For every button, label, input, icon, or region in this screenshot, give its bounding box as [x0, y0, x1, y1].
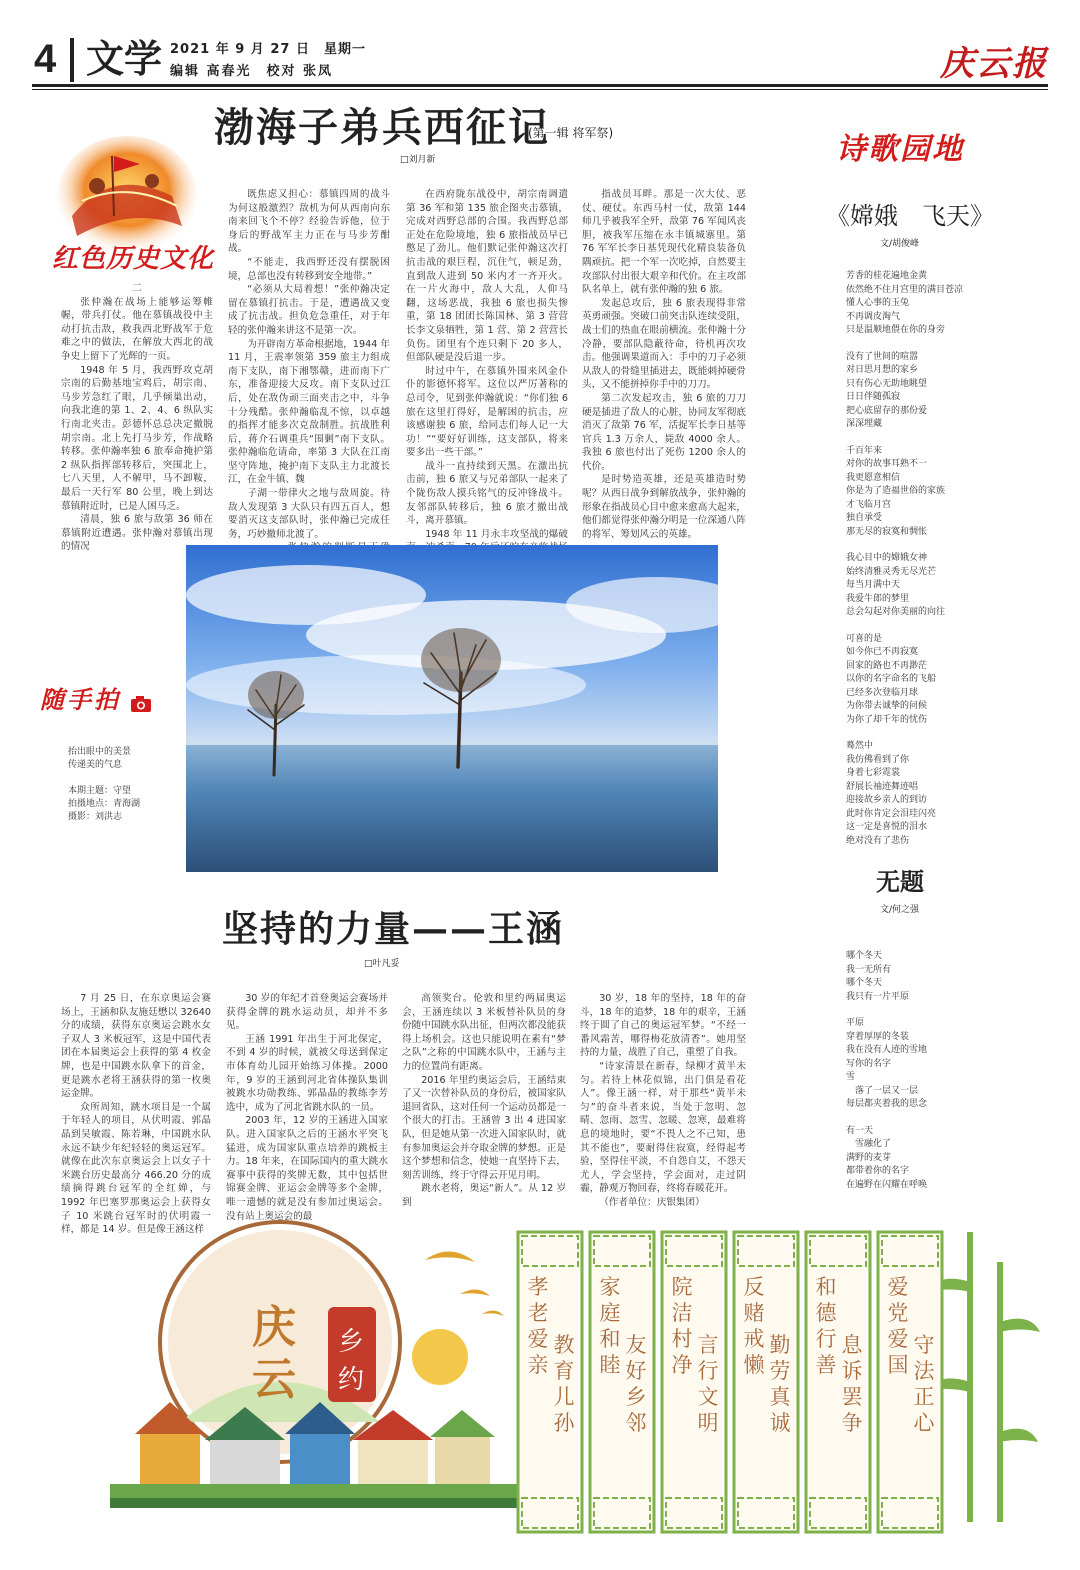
- poem-stanza: [846, 1125, 1026, 1193]
- paragraph: 既焦虑又担心：慕镇四周的战斗为何这般激烈？敌机为何从西南向东南来回飞个不停？经验告诉他，位于身后的野战军主力正在与马步芳酣战。: [228, 189, 390, 255]
- poem-line: 迎接故乡亲人的到访: [846, 795, 928, 805]
- poem-2-author: 文/何之强: [880, 905, 920, 915]
- banner-panel-char: 善: [815, 1353, 837, 1377]
- photo-caption: [68, 746, 140, 824]
- banner-seal-char-1: 乡: [338, 1327, 365, 1357]
- banner-panel-char: 老: [527, 1301, 549, 1325]
- banner-panel-char: 邻: [625, 1411, 647, 1435]
- banner-panel: [734, 1232, 798, 1532]
- poem-line: 为你带去诚挚的问候: [846, 701, 928, 711]
- poem-line: 身着七彩霓裳: [846, 768, 901, 778]
- article-1-column-2: [228, 188, 390, 540]
- poem-line: 对你的故事耳熟不一: [846, 459, 928, 469]
- banner-panel: [806, 1232, 870, 1532]
- newspaper-masthead: 庆云报: [940, 44, 1048, 84]
- article-1-column-4: [582, 188, 746, 540]
- banner-panel-char: 亲: [527, 1353, 549, 1377]
- paragraph: 发起总攻后，独 6 旅表现得非常英勇顽强。突破口前突击队连续受阻，战士们的热血在眼前横流。张仲瀚十分冷静，要部队隐蔽待命，待机再次攻击。他强调果道而入：手中的刀子必须从敌人的骨缝里插进去，既能刺掉硬骨头，又不能拼掉你手中的刀刀。: [582, 297, 746, 391]
- poem-line: 才飞临月宫: [846, 499, 892, 510]
- poem-line: 已经多次登临月球: [846, 687, 919, 698]
- paragraph: 时过中午，在慕镇外围来风金仆仆的影德怀将军。这位以严厉著称的总司令，见到张仲瀚就说：“你们独 6 旅在这里打得好，是解困的抗击，应该感谢独 6 旅，给同志们每人记一大功！”“要好好训练，这支部队，将来要多出一些干部。”: [406, 365, 568, 459]
- caption-line: 本期主题：守望: [68, 786, 132, 796]
- banner-panel-char: 孝: [527, 1275, 549, 1299]
- article-2-author: □叶凡妥: [364, 959, 400, 969]
- paragraph: 为开辟南方革命根据地，1944 年 11 月，王震率领第 359 旅主力组成南下支队，南下湘鄂赣，进而南下广东，准备迎接大反攻。南下支队过江后，处在敌伪顽三面夹击之中，斗争十分残酷。张仲瀚临乱不惊，以卓越的指挥才能多次克敌制胜。抗战胜利后，蒋介石调重兵“围剿”南下支队。张仲瀚临危请命，率第 3 大队在江南坚守阵地，掩护南下支队主力北渡长江，在金牛镇、魏: [228, 338, 390, 486]
- poem-line: 雪融化了: [846, 1139, 892, 1149]
- poem-stanza: [846, 950, 1026, 1004]
- poem-stanza: [846, 1017, 1026, 1112]
- banner-panel-char: 教: [553, 1333, 575, 1357]
- poem-line: 总会勾起对你美丽的向往: [846, 607, 946, 617]
- banner-panel-char: 真: [769, 1385, 791, 1409]
- caption-line: 摄影：刘洪志: [68, 812, 123, 822]
- article-2-column-4: [580, 992, 746, 1212]
- banner-seal-char-2: 约: [338, 1365, 365, 1395]
- banner-panel-char: 育: [553, 1359, 575, 1383]
- banner-panel-char: 诚: [769, 1411, 791, 1435]
- banner-panel-char: 明: [697, 1411, 719, 1435]
- poem-line: 这一定是喜悦的泪水: [846, 822, 928, 832]
- poem-line: 回家的路也不再渺茫: [846, 660, 928, 671]
- paragraph: 子湖一带律火之地与敌周旋。待敌人发现第 3 大队只有四五百人，想要消灭这支部队时，张仲瀚已完成任务，巧妙撤师北渡了。: [228, 488, 390, 540]
- paragraph: 第二次发起攻击，独 6 旅的刀刀硬是插进了敌人的心脏，协同友军彻底消灭了敌第 76 军，活捉军长李日基等官兵 1.3 万余人，毙敌 4000 余人。我独 6 旅也付出了死伤 1200 余人的代价。: [582, 392, 746, 472]
- banner-panel-char: 行: [815, 1327, 837, 1351]
- banner-panel-char: 睦: [599, 1353, 621, 1377]
- banner-panel-char: 村: [671, 1327, 693, 1351]
- editor-credits: 编辑 高春光 校对 张凤: [170, 64, 334, 79]
- poem-line: 那无尽的寂寞和惆怅: [846, 526, 928, 537]
- poem-line: 没有了世间的喧嚣: [846, 351, 919, 362]
- paragraph: 2003 年，12 岁的王涵进入国家队。进入国家队之后的王涵水平突飞猛进，成为国家队重点培养的跳板主力。18 年来，在国际国内的重大跳水赛事中获得的奖牌无数，其中包括世锦赛金牌、亚运会金牌等多个金牌，唯一遗憾的就是没有参加过奥运会。没有站上奥运会的最: [226, 1115, 388, 1222]
- banner-panel-char: 罢: [841, 1385, 863, 1409]
- poem-line: 我心目中的嫦娥女神: [846, 553, 928, 563]
- banner-panel-char: 德: [815, 1301, 837, 1325]
- banner-panel-char: 洁: [671, 1301, 693, 1325]
- poem-line: 把心底留存的那份爱: [846, 405, 928, 416]
- poem-1-author: 文/胡俊峰: [880, 239, 920, 249]
- article-1-title: 渤海子弟兵西征记: [214, 104, 550, 151]
- poem-line: 在遍野在闪耀在呼唤: [846, 1179, 928, 1190]
- banner-panel-char: 家: [599, 1275, 621, 1299]
- poem-2-title: 无题: [876, 867, 924, 896]
- poem-line: 落了一层又一层: [846, 1085, 919, 1096]
- poem-line: 对日思月想的家乡: [846, 365, 919, 375]
- banner-panel-char: 息: [841, 1333, 863, 1357]
- banner-panel-char: 孙: [553, 1411, 575, 1435]
- paragraph: 1948 年 5 月，我西野攻克胡宗南的后勤基地宝鸡后，胡宗南、马步芳急红了眼，几乎倾巢出动，向我北進的第 1、2、4、6 纵队实行南北夹击。彭德怀总总决定撤脱胡宗南。北上先打马步芳，作战略转移。张仲瀚率独 6 旅奉命掩护第 2 纵队指挥部转移后，突围北上，七八天里，人不解甲，马不卸鞍，最后一天行军 80 公里，晚上到达慕镇附近时，已是人困马乏。: [61, 364, 213, 512]
- paragraph: 在西府陇东战役中，胡宗南调遣第 36 军和第 135 旅企图夹击慕镇，完成对西野总部的合围。我西野总部正处在危险境地，独 6 旅指战员早已憋足了劲儿。他们默记张仲瀚这次打抗击战的艰巨程，沉住气，顿足劲，直到敌人进到 50 米内才一齐开火。在一片火海中，敌人大乱，人仰马翻，这场恶战，我独 6 旅也损失惨重，第 18 团团长陈国林、第 3 营营长李文泉牺牲，第 1 营、第 2 营营长负伤。团里有个连只剩下 20 多人，但部队硬是没后退一步。: [406, 189, 568, 364]
- banner-panel-char: 心: [913, 1411, 935, 1435]
- poem-line: 每当月满中天: [846, 580, 901, 590]
- poem-line: 我更愿意相信: [846, 472, 901, 483]
- section-title: 文学: [86, 36, 163, 81]
- banner-panel-char: 爱: [527, 1327, 549, 1351]
- article-1-section-marker: 二: [132, 283, 142, 294]
- caption-line: [68, 772, 140, 785]
- poem-line: 我爱牛郎的梦里: [846, 593, 910, 604]
- issue-date: 2021 年 9 月 27 日 星期一: [170, 42, 366, 57]
- article-1-subtitle: (第一辑 将军祭): [528, 126, 614, 140]
- banner-panel-char: 守: [913, 1333, 935, 1357]
- banner-panel-char: 庭: [599, 1301, 621, 1325]
- banner-panel-char: 文: [697, 1385, 719, 1409]
- article-2-column-1: [61, 992, 211, 1236]
- poem-line: 深深埋藏: [846, 419, 883, 429]
- poem-stanza: [846, 633, 1026, 728]
- article-2-column-2: [226, 992, 388, 1222]
- poem-1-title: 《嫦娥 飞天》: [826, 202, 994, 230]
- poem-2-body: [846, 950, 1026, 1190]
- banner-title-char-1: 庆: [252, 1302, 296, 1353]
- poem-line: 只有伤心无助地眺望: [846, 378, 928, 389]
- banner-panel-char: 争: [841, 1411, 863, 1435]
- banner-panel-char: 乡: [625, 1385, 647, 1409]
- poem-line: 以你的名字命名的飞船: [846, 674, 937, 684]
- paragraph: 跳水老将，奥运“新人”。从 12 岁到: [402, 1183, 566, 1208]
- banner-panel-char: 诉: [841, 1359, 863, 1383]
- paragraph: 是时势造英雄，还是英雄造时势呢？从西日战争到解放战争，张仲瀚的形象在指战员心目中愈来愈高大起来，他们都觉得张仲瀚分明是一位深通八阵的将军、筹划风云的英雄。: [582, 474, 746, 540]
- red-history-badge-text: 红色历史文化: [52, 244, 215, 274]
- poem-line: 我在没有人迹的雪地: [846, 1045, 928, 1055]
- paragraph: 战斗一直持续到天黑。在激出抗击前，独 6 旅又与兄弟部队一起来了个陇伤敌人摸兵铭气的反冲锋战斗。友邻部队转移后，独 6 旅才撤出战斗，离开慕镇。: [406, 460, 568, 527]
- poem-stanza: [846, 552, 1026, 620]
- poem-line: 不再调皮淘气: [846, 311, 901, 322]
- poem-line: 如今你已不再寂寞: [846, 647, 919, 657]
- lake-trees-photo: [186, 545, 718, 872]
- article-1-author: □刘月新: [400, 155, 436, 165]
- banner-panel: [590, 1232, 654, 1532]
- paragraph: 2016 年里约奥运会后，王涵结束了又一次替补队员的身份后，被国家队退回省队，这对任何一个运动员都是一个很大的打击。王涵曾 3 出 4 进国家队，但是她从第一次进入国家队时，就有参加奥运会并夺取金牌的梦想。正是这个梦想和信念，使她一直坚持下去，刻苦训练，终于守得云开见月明。: [402, 1074, 566, 1181]
- paragraph: “不能走，我西野还没有摆脱困境，总部也没有转移到安全地带。”: [228, 256, 390, 282]
- poem-1-body: [846, 270, 1026, 846]
- banner-panel-char: 言: [697, 1333, 719, 1357]
- poem-line: 每层都夹着我的思念: [846, 1099, 928, 1109]
- poem-line: 你是为了造福世俗的家族: [846, 486, 946, 496]
- poem-line: 写你的名字: [846, 1058, 892, 1069]
- banner-panel-char: 正: [913, 1385, 935, 1409]
- banner-panel-char: 赌: [743, 1301, 765, 1325]
- poem-stanza: [846, 445, 1026, 540]
- banner-panel: [878, 1232, 942, 1532]
- banner-panel: [662, 1232, 726, 1532]
- poem-line: 穿着厚厚的冬装: [846, 1031, 910, 1042]
- poem-line: 只是温顺地偎在你的身旁: [846, 325, 946, 335]
- poem-line: 依然绝不住月宫里的满目苍凉: [846, 284, 964, 295]
- poem-line: 雪: [846, 1072, 856, 1082]
- caption-line: 传递美的气息: [68, 760, 123, 770]
- poem-stanza: [846, 270, 1026, 338]
- banner-panel-char: 儿: [553, 1385, 575, 1409]
- photo-section-header: [40, 680, 152, 715]
- article-2-column-3: [402, 992, 566, 1208]
- paragraph: 30 岁，18 年的坚持，18 年的奋斗，18 年的追梦，18 年的艰辛，王涵终于圆了自己的奥运冠军梦。“不经一番风霜苦，哪得梅花放清香”。她用坚持的力量，战胜了自己，重塑了自我。: [580, 993, 746, 1059]
- banner-panel-char: 国: [887, 1353, 909, 1377]
- poem-line: 可喜的是: [846, 633, 883, 644]
- poem-line: 芳香的桂花遍地金黄: [846, 271, 928, 281]
- paragraph: （作者单位：庆银集团）: [599, 1196, 705, 1208]
- banner-panel-char: 爱: [887, 1275, 909, 1299]
- banner-panel-char: 懒: [743, 1353, 765, 1377]
- banner-panel-char: 和: [815, 1275, 837, 1299]
- poem-line: 我只有一片平原: [846, 991, 910, 1002]
- header-rule: [32, 84, 1048, 87]
- caption-line: 抬出眼中的美景: [68, 747, 132, 757]
- poem-line: 舒展长袖迹舞迹唱: [846, 781, 919, 792]
- poem-line: 我仿佛看到了你: [846, 754, 910, 765]
- banner-panel-char: 爱: [887, 1327, 909, 1351]
- poem-line: 绝对没有了悲伤: [846, 835, 910, 846]
- banner-panel-char: 勤: [769, 1333, 791, 1357]
- paragraph: 7 月 25 日，在东京奥运会赛场上，王涵和队友施廷懋以 32640 分的成绩，获得东京奥运会跳水女子双人 3 米板冠军，这是中国代表团在本届奥运会上获得的第 4 枚金牌，也是中国跳水队拿下的首金，更是跳水老将王涵获得的第一枚奥运金牌。: [61, 993, 211, 1100]
- poem-stanza: [846, 740, 1026, 848]
- banner-panel-char: 净: [671, 1353, 693, 1377]
- article-1-column-3: [406, 188, 568, 540]
- banner-panel-char: 友: [625, 1333, 647, 1357]
- poem-line: 都带着你的名字: [846, 1166, 910, 1176]
- poem-line: 此时你肯定会泪珪闪亮: [846, 808, 937, 819]
- paragraph: 30 岁的年纪才首登奥运会赛场并获得金牌的跳水运动员，却并不多见。: [226, 993, 388, 1032]
- banner-panel-char: 行: [697, 1359, 719, 1383]
- poem-stanza: [846, 351, 1026, 432]
- article-1-column-1: [61, 282, 213, 553]
- banner-panel-char: 反: [743, 1275, 765, 1299]
- paragraph: “必须从大局着想！”张仲瀚决定留在慕镇打抗击。于是，遭遇战又变成了抗击战。担负危急重任，对于年轻的张仲瀚来讲这不是第一次。: [228, 284, 390, 336]
- paragraph: “诗家清景在新春，绿柳才黄半未匀。若待上林花似锦，出门俱是看花人”。像王涵一样，对于那些“黄半未匀”的奋斗者来说，当处于忽明、忽晴、忽雨、忽雪、忽暖、忽寒，最难将息的境地时，要“不畏人之不己知，患其不能也”，要耐得住寂寞，经得起考验，坚得住平淡，不自怨自艾，不怨天尤人，学会坚持，学会面对，走过阴霾，静观万物回春，终将春暖花开。: [580, 1060, 746, 1195]
- banner-title-char-2: 云: [252, 1354, 296, 1405]
- banner-panel-char: 院: [671, 1275, 693, 1299]
- poem-line: 我一无所有: [846, 964, 892, 975]
- poem-line: 哪个冬天: [846, 951, 883, 961]
- banner-panel-char: 法: [913, 1359, 935, 1383]
- poem-line: 满野的麦芽: [846, 1152, 892, 1163]
- caption-line: 拍摄地点：青海湖: [68, 799, 141, 809]
- article-2-title: 坚持的力量——王涵: [222, 908, 565, 950]
- photo-section-title: 随手拍: [40, 685, 121, 714]
- banner-panel-char: 劳: [769, 1359, 791, 1383]
- poem-line: 日日伴随孤寂: [846, 392, 901, 402]
- qingyun-village-rules-banner: [110, 1222, 1040, 1542]
- poetry-section-header: 诗歌园地: [836, 132, 964, 167]
- banner-panel-char: 党: [887, 1301, 909, 1325]
- poem-line: 蓦然中: [846, 741, 874, 751]
- paragraph: 高领奖台。伦敦和里约两届奥运会，王涵连续以 3 米板替补队员的身份随中国跳水队出征，但两次都没能获得上场机会。这也只能说明在素有“梦之队”之称的中国跳水队中，王涵与主力的位置尚有距离。: [402, 993, 566, 1072]
- banner-panel-char: 和: [599, 1327, 621, 1351]
- header-rule-thin: [32, 89, 1048, 90]
- paragraph: 张仲瀚在战场上能够运筹帷幄，带兵打仗。他在慕镇战役中主动打抗击敌，救我西北野战军于危难之中的做法，在解放大西北的战争史上留下了光辉的一页。: [61, 296, 213, 362]
- poem-line: 有一天: [846, 1125, 874, 1136]
- paragraph: 众所周知，跳水项目是一个属于年轻人的项目，从伏明霞、郭晶晶到吴敏霞、陈若琳，中国跳水队永远不缺少年纪轻轻的奥运冠军。就像在此次东京奥运会上以女子十米跳台历史最高分 466.20 分的成绩摘得跳台冠军的全红婵，与 1992 年巴塞罗那奥运会上获得女子 10 米跳台冠军时的伏明霞一样，都是 14 岁。但是像王涵这样: [61, 1101, 211, 1236]
- poem-line: 平原: [846, 1018, 865, 1028]
- poem-line: 为你了却千年的忧伤: [846, 714, 928, 725]
- banner-panel-char: 好: [625, 1359, 647, 1383]
- paragraph: 清晨，独 6 旅与敌第 36 师在慕镇附近遭遇。张仲瀚对慕镇出现的情况: [61, 514, 213, 553]
- poem-line: 懂人心事的玉兔: [846, 298, 910, 308]
- poem-line: 哪个冬天: [846, 978, 883, 988]
- paragraph: 1948 年 11 月永丰攻坚战的爆破: [425, 528, 568, 540]
- camera-icon: [130, 695, 152, 713]
- paragraph: 王涵 1991 年出生于河北保定，不到 4 岁的时候，就被父母送到保定市体育幼儿园开始练习体操。2000 年，9 岁的王涵到河北省体操队集训被跳水功勋教练、郭晶晶的教练李芳选中，成为了河北省跳水队的一员。: [226, 1033, 388, 1113]
- banner-panel: [518, 1232, 582, 1532]
- paragraph: 指战员耳畔。那是一次大仗、恶仗、硬仗。东西马村一仗，敌第 144 师几乎被我军全歼，敌第 76 军闻风丧胆，被我军压缩在永丰镇城寨里。第 76 军军长李日基凭现代化精良装备负隅顽抗。把一个军一次吃掉，自然要主攻部队付出很大艰辛和代价。在主攻部队名单上，就有张仲瀚的独 6 旅。: [582, 189, 746, 296]
- poem-line: 始终清雅灵秀无尽光芒: [846, 566, 937, 577]
- poem-line: 千百年来: [846, 445, 883, 456]
- poem-line: 独自承受: [846, 513, 883, 523]
- banner-panel-char: 戒: [743, 1327, 765, 1351]
- header-divider: [70, 38, 74, 82]
- page-number: 4: [34, 37, 57, 81]
